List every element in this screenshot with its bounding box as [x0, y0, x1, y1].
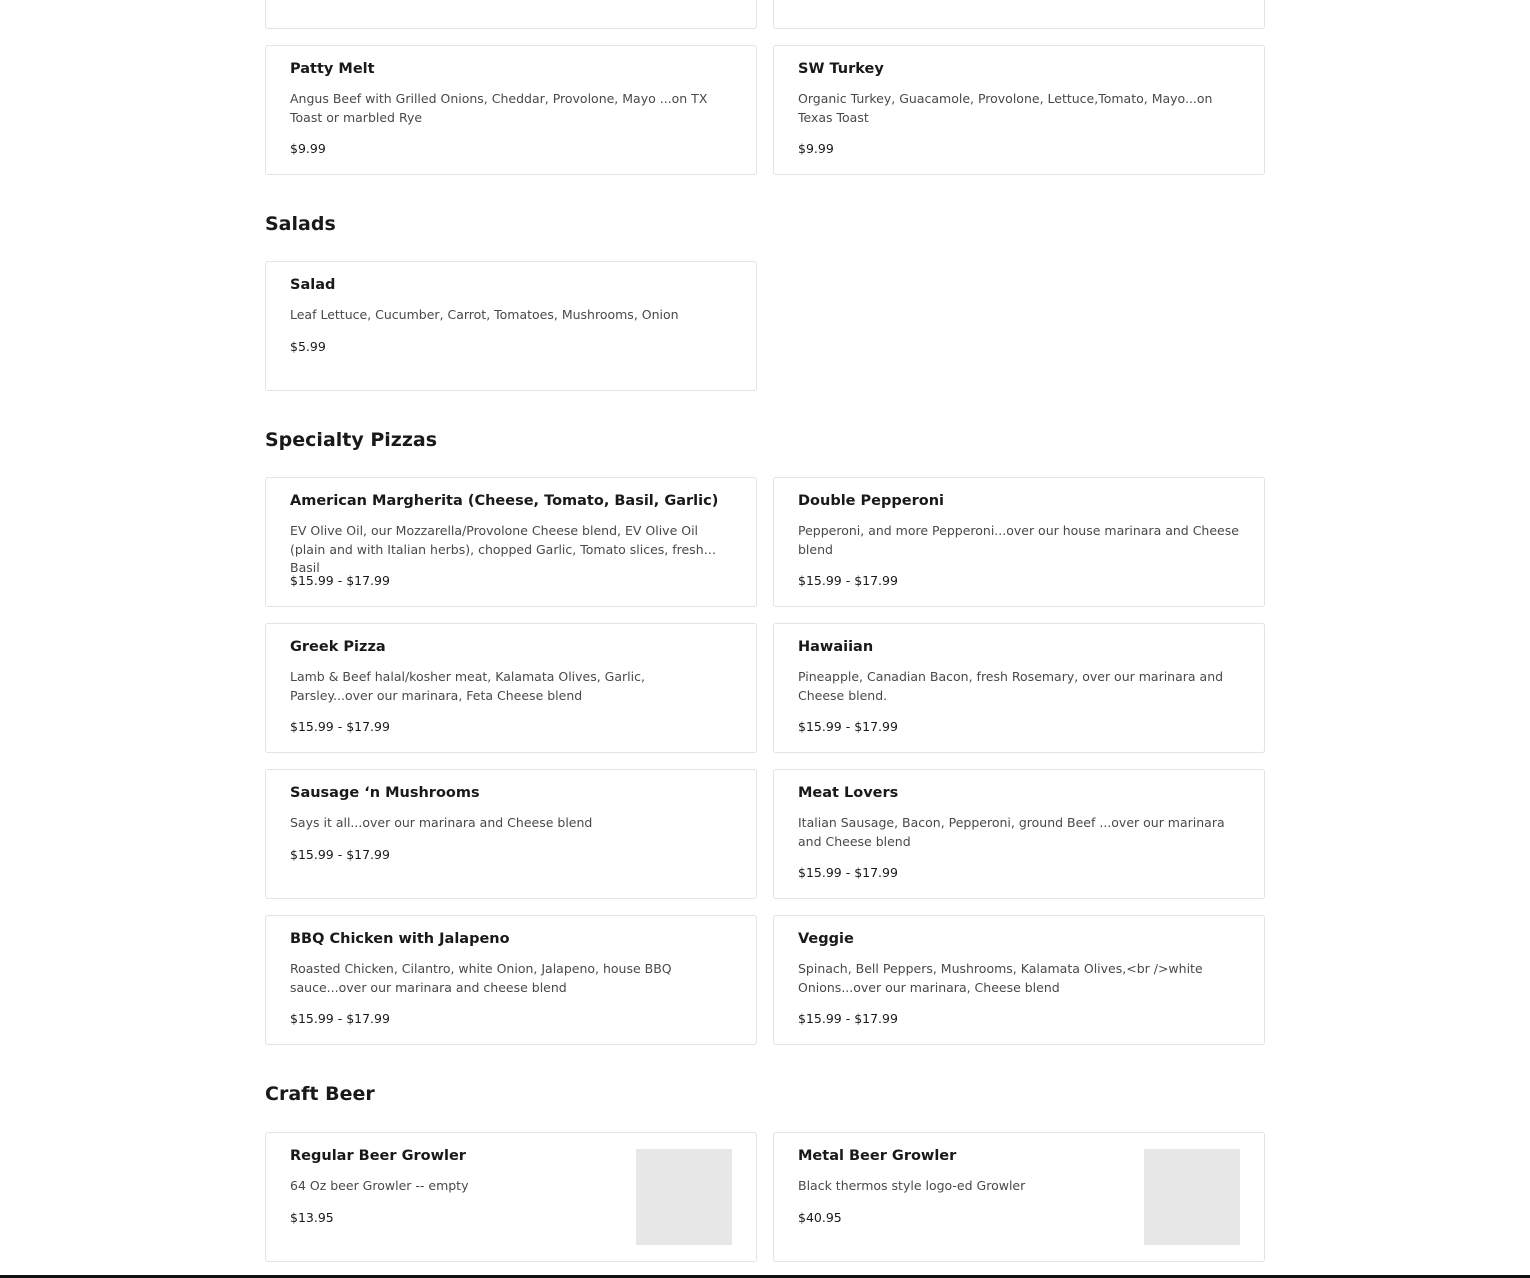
menu-item-name: BBQ Chicken with Jalapeno: [290, 931, 510, 947]
section-title-craft-beer: Craft Beer: [265, 1083, 375, 1105]
menu-item-card[interactable]: [265, 915, 757, 1045]
menu-item-name: Meat Lovers: [798, 785, 899, 801]
menu-item-name: SW Turkey: [798, 61, 884, 77]
menu-item-card[interactable]: [265, 261, 757, 391]
menu-item-image-placeholder: [636, 1149, 732, 1245]
menu-item-card[interactable]: [773, 477, 1265, 607]
menu-item-description: Roasted Chicken, Cilantro, white Onion, Jalapeno, house BBQ sauce...over our marinara and cheese blend: [290, 961, 672, 995]
menu-item-name: Veggie: [798, 931, 854, 947]
menu-item-card[interactable]: [265, 623, 757, 753]
menu-item-price: $15.99 - $17.99: [290, 847, 390, 862]
menu-item-description: Lamb & Beef halal/kosher meat, Kalamata Olives, Garlic, Parsley...over our marinara, Feta Cheese blend: [290, 669, 645, 703]
menu-item-price: $13.95: [290, 1210, 334, 1225]
menu-item-card[interactable]: [773, 915, 1265, 1045]
menu-item-price: $9.99: [798, 141, 834, 156]
menu-item-price: $15.99 - $17.99: [290, 719, 390, 734]
menu-item-description: Angus Beef with Grilled Onions, Cheddar, Provolone, Mayo ...on TX Toast or marbled Rye: [290, 91, 708, 125]
menu-item-price: $15.99 - $17.99: [290, 1011, 390, 1026]
menu-item-price: $15.99 - $17.99: [798, 719, 898, 734]
menu-item-name: Salad: [290, 277, 336, 293]
menu-item-name: Metal Beer Growler: [798, 1148, 957, 1164]
menu-item-description: Organic Turkey, Guacamole, Provolone, Lettuce,Tomato, Mayo...on Texas Toast: [798, 91, 1213, 125]
menu-item-card[interactable]: [773, 769, 1265, 899]
menu-item-name: Patty Melt: [290, 61, 375, 77]
menu-item-description: Spinach, Bell Peppers, Mushrooms, Kalamata Olives,<br />white Onions...over our marinara, Cheese blend: [798, 961, 1203, 995]
menu-item-image-placeholder: [1144, 1149, 1240, 1245]
menu-item-card[interactable]: [265, 477, 757, 607]
menu-item-card[interactable]: [265, 45, 757, 175]
menu-item-name: Regular Beer Growler: [290, 1148, 466, 1164]
menu-item-card[interactable]: [773, 1132, 1265, 1262]
menu-item-name: Sausage ‘n Mushrooms: [290, 785, 480, 801]
menu-item-description: 64 Oz beer Growler -- empty: [290, 1178, 469, 1193]
menu-item-name: Hawaiian: [798, 639, 874, 655]
menu-item-description: EV Olive Oil, our Mozzarella/Provolone Cheese blend, EV Olive Oil (plain and with Italian herbs), chopped Garlic, Tomato slices, fresh Basil: [290, 523, 704, 575]
menu-item-description: Says it all...over our marinara and Cheese blend: [290, 815, 593, 830]
menu-item-description: Italian Sausage, Bacon, Pepperoni, ground Beef ...over our marinara and Cheese blend: [798, 815, 1225, 849]
menu-item-card[interactable]: [773, 45, 1265, 175]
section-title-specialty-pizzas: Specialty Pizzas: [265, 429, 438, 451]
menu-item-price: $15.99 - $17.99: [798, 865, 898, 880]
menu-item-card[interactable]: [265, 1132, 757, 1262]
menu-item-price: $40.95: [798, 1210, 842, 1225]
menu-item-description: Leaf Lettuce, Cucumber, Carrot, Tomatoes, Mushrooms, Onion: [290, 307, 679, 322]
menu-item-price: $15.99 - $17.99: [798, 573, 898, 588]
menu-item-price: $15.99 - $17.99: [798, 1011, 898, 1026]
menu-item-description: Black thermos style logo-ed Growler: [798, 1178, 1026, 1193]
menu-item-name: American Margherita (Cheese, Tomato, Basil, Garlic): [290, 493, 719, 509]
menu-item-card[interactable]: [773, 0, 1265, 29]
menu-item-card[interactable]: [265, 0, 757, 29]
menu-item-name: Double Pepperoni: [798, 493, 945, 509]
menu-item-price: $15.99 - $17.99: [290, 573, 390, 588]
menu-item-card[interactable]: [265, 769, 757, 899]
menu-item-card[interactable]: [773, 623, 1265, 753]
menu-item-description: Pineapple, Canadian Bacon, fresh Rosemary, over our marinara and Cheese blend.: [798, 669, 1224, 703]
menu-item-name: Greek Pizza: [290, 639, 386, 655]
menu-item-price: $5.99: [290, 339, 326, 354]
menu-item-price: $9.99: [290, 141, 326, 156]
section-title-salads: Salads: [265, 213, 336, 235]
menu-item-description: Pepperoni, and more Pepperoni...over our house marinara and Cheese blend: [798, 523, 1239, 557]
